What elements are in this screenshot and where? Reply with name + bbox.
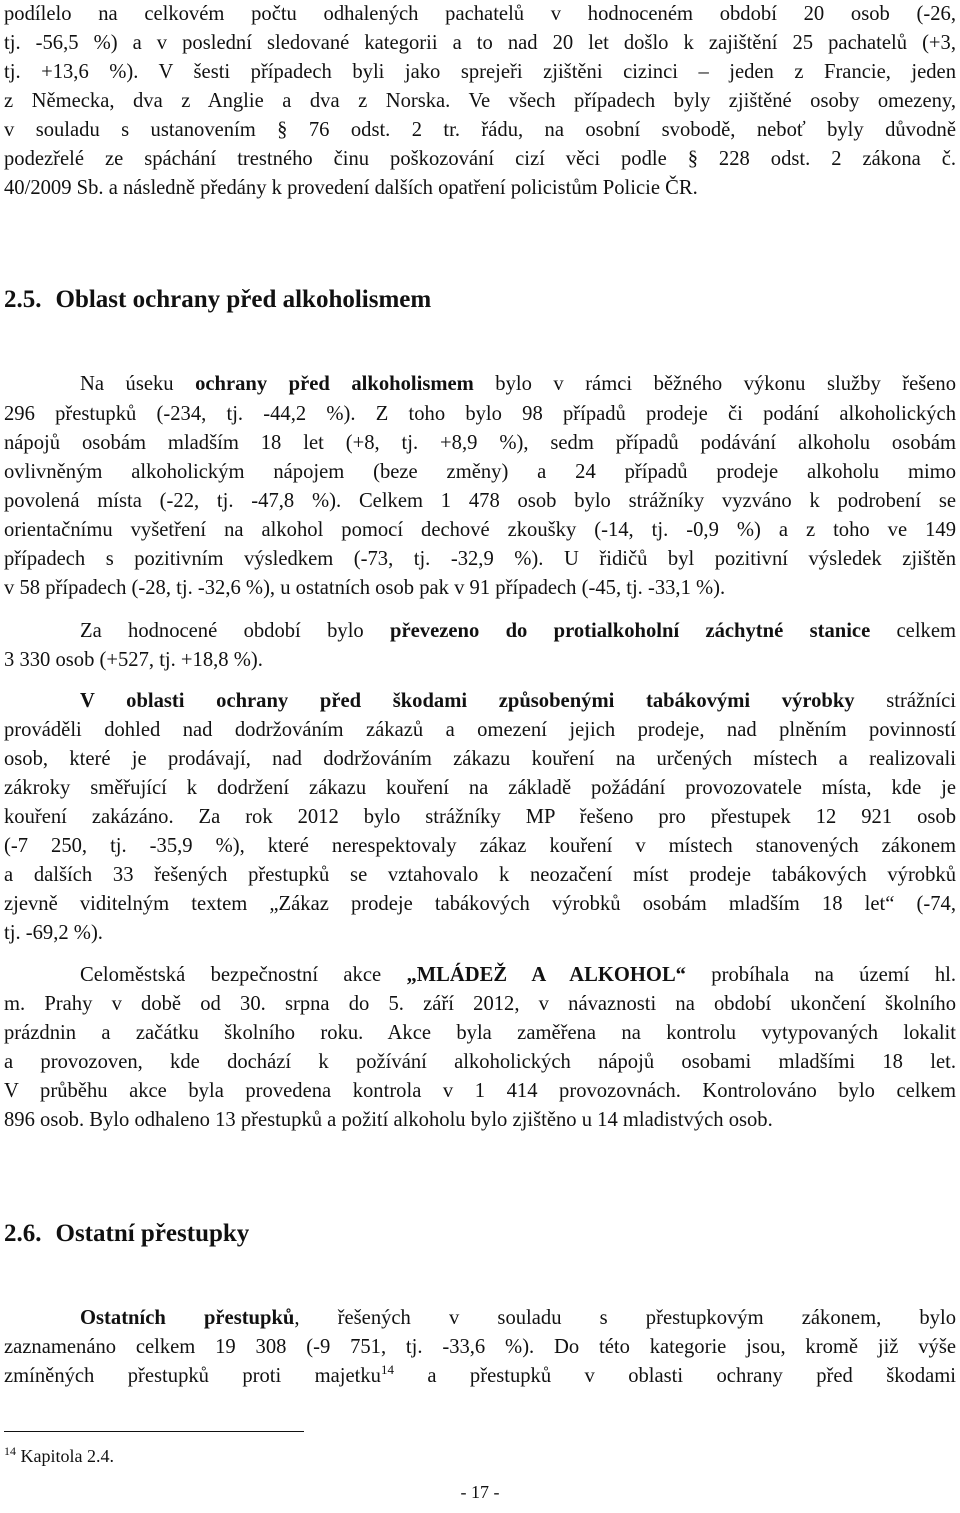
text-line: 296 přestupků (-234, tj. -44,2 %). Z toho bylo 98 případů prodeje či podání alkoholických (4, 403, 956, 425)
section-title: Oblast ochrany před alkoholismem (55, 286, 432, 313)
section-number: 2.5. (4, 286, 42, 313)
text-line: tj. +13,6 %). V šesti případech byli jako sprejeři zjištěni cizinci – jeden z Francie, jeden (4, 61, 956, 83)
text-line: v 58 případech (-28, tj. -32,6 %), u ostatních osob pak v 91 případech (-45, tj. -33,1 %). (4, 577, 726, 599)
section-number: 2.6. (4, 1220, 42, 1247)
text-run: , řešených v souladu s přestupkovým zákonem, bylo (294, 1307, 956, 1329)
text-line: případech s pozitivním výsledkem (-73, tj. -32,9 %). U řidičů byl pozitivní výsledek zjištěn (4, 548, 956, 570)
text-line: 40/2009 Sb. a následně předány k provedení dalších opatření policistům Policie ČR. (4, 177, 698, 199)
text-line: podezřelé ze spáchání trestného činu poškozování cizí věci podle § 228 odst. 2 zákona č. (4, 148, 956, 170)
campaign-name: „MLÁDEŽ A ALKOHOL“ (406, 964, 686, 986)
text-line: podílelo na celkovém počtu odhalených pachatelů v hodnoceném období 20 osob (-26, (4, 3, 956, 25)
text-run: Na úseku (80, 373, 196, 395)
footnote-mark: 14 (4, 1444, 16, 1458)
section-heading-2-5 (4, 284, 431, 316)
footnote-text: Kapitola 2.4. (16, 1446, 114, 1466)
text-line: tj. -69,2 %). (4, 922, 103, 944)
footnote (4, 1444, 114, 1468)
text-line: a provozoven, kde dochází k požívání alkoholických nápojů osobami mladšími 18 let. (4, 1051, 956, 1073)
text-line: orientačnímu vyšetření na alkohol pomocí dechové zkoušky (-14, tj. -0,9 %) a z toho ve 149 (4, 519, 956, 541)
text-line (80, 961, 956, 989)
text-line: 896 osob. Bylo odhaleno 13 přestupků a požití alkoholu bylo zjištěno u 14 mladistvých osob. (4, 1109, 773, 1131)
text-line: tj. -56,5 %) a v poslední sledované kategorii a to nad 20 let došlo k zajištění 25 pachatelů (+3, (4, 32, 956, 54)
text-line: ovlivněným alkoholickým nápojem (beze změny) a 24 případů prodeje alkoholu mimo (4, 461, 956, 483)
text-line: (-7 250, tj. -35,9 %), které nerespektovaly zákaz kouření v místech stanovených zákonem (4, 835, 956, 857)
text-line: prováděli dohled nad dodržováním zákazů a omezení jejich prodeje, nad plněním povinností (4, 719, 956, 741)
text-line: 3 330 osob (+527, tj. +18,8 %). (4, 649, 263, 671)
text-run: bylo v rámci běžného výkonu služby řešeno (473, 373, 956, 395)
text-line: osob, které je prodávají, nad dodržováním zákazu kouření na určených místech a realizovali (4, 748, 956, 770)
text-line: a dalších 33 řešených přestupků se vztahovalo k neozačení míst prodeje tabákových výrobků (4, 864, 956, 886)
text-line: prázdnin a začátku školního roku. Akce byla zaměřena na kontrolu vytypovaných lokalit (4, 1022, 956, 1044)
footnote-separator (4, 1431, 304, 1432)
text-line: nápojů osobám mladším 18 let (+8, tj. +8,9 %), sedm případů podávání alkoholu osobám (4, 432, 956, 454)
section-title: Ostatní přestupky (55, 1220, 250, 1247)
text-line: povolená místa (-22, tj. -47,8 %). Celkem 1 478 osob bylo strážníky vyzváno k podrobení se (4, 490, 956, 512)
text-line (80, 617, 956, 645)
text-line (80, 370, 956, 398)
text-line: zjevně viditelným textem „Zákaz prodeje tabákových výrobků osobám mladším 18 let“ (-74, (4, 893, 956, 915)
text-line: V průběhu akce byla provedena kontrola v 1 414 provozovnách. Kontrolováno bylo celkem (4, 1080, 956, 1102)
text-run: Za hodnocené období bylo (80, 620, 391, 642)
bold-term: převezeno do protialkoholní záchytné stanice (390, 620, 871, 642)
text-run: celkem (870, 620, 957, 642)
text-run: zmíněných přestupků proti majetku (4, 1365, 381, 1387)
page-number: - 17 - (460, 1482, 500, 1502)
text-line: v souladu s ustanovením § 76 odst. 2 tr. řádu, na osobní svobodě, neboť byly důvodně (4, 119, 956, 141)
text-run: a přestupků v oblasti ochrany před škodami (393, 1365, 957, 1387)
section-heading-2-6 (4, 1218, 249, 1250)
bold-term: Ostatních přestupků (80, 1307, 295, 1329)
text-line: zaznamenáno celkem 19 308 (-9 751, tj. -33,6 %). Do této kategorie jsou, kromě již výše (4, 1336, 956, 1358)
text-line: zákroky směřující k dodržení zákazu kouření na základě požádání provozovatele místa, kde je (4, 777, 956, 799)
text-line: z Německa, dva z Anglie a dva z Norska. Ve všech případech byly zjištěné osoby omezeny, (4, 90, 956, 112)
text-line (80, 1304, 956, 1332)
text-run: Celoměstská bezpečnostní akce (80, 964, 407, 986)
bold-term: V oblasti ochrany před škodami způsobenými tabákovými výrobky (80, 690, 855, 712)
text-line: m. Prahy v době od 30. srpna do 5. září 2012, v návaznosti na období ukončení školního (4, 993, 956, 1015)
text-run: probíhala na území hl. (685, 964, 956, 986)
text-line (80, 687, 956, 715)
bold-term: ochrany před alkoholismem (195, 373, 474, 395)
text-line (4, 1362, 956, 1390)
text-line: kouření zakázáno. Za rok 2012 bylo strážníky MP řešeno pro přestupek 12 921 osob (4, 806, 956, 828)
footnote-reference[interactable]: 14 (380, 1362, 394, 1377)
text-run: strážníci (854, 690, 957, 712)
